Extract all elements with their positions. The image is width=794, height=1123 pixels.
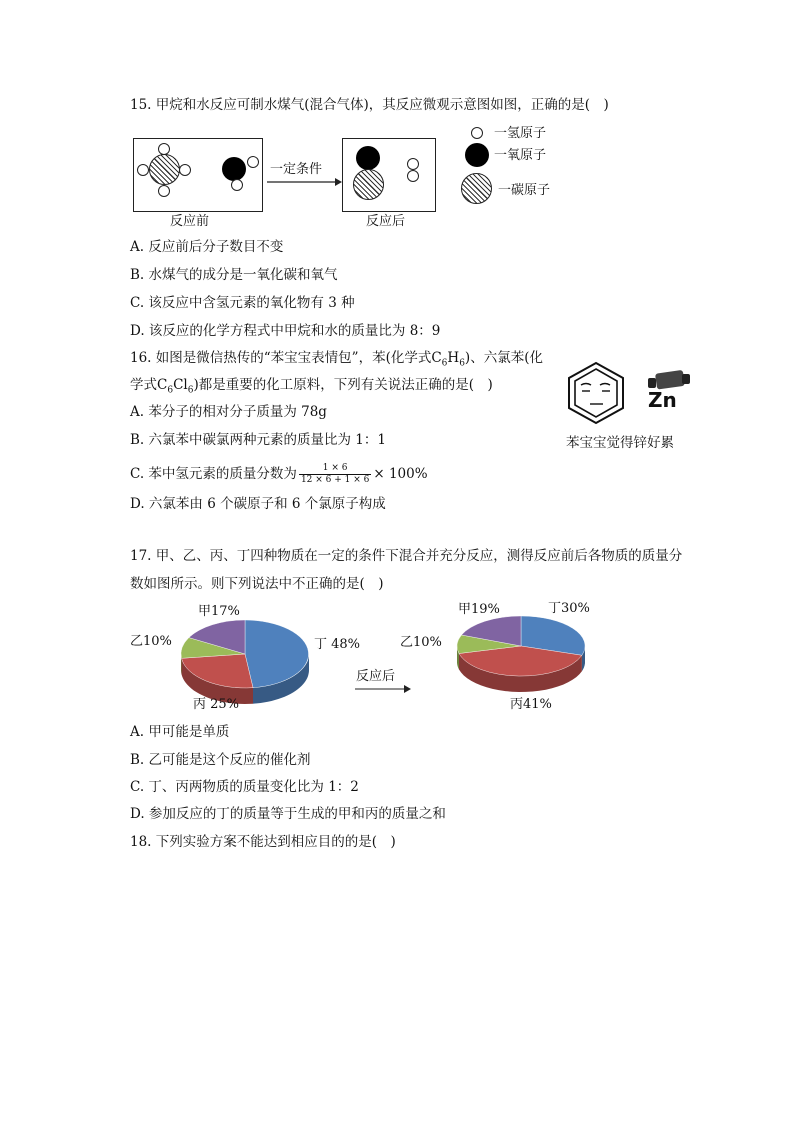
- hydrogen-fraction: $\frac{1 \times 6}{12 \times 6 + 1 \times 6}$: [300, 463, 370, 485]
- pie-before-label-ding: 丁 48%: [314, 637, 361, 652]
- q16-option-a: A. 苯分子的相对分子质量为 78g: [130, 404, 327, 420]
- q16-option-d: D. 六氯苯由 6 个碳原子和 6 个氯原子构成: [130, 496, 386, 512]
- pie-after: [457, 616, 585, 692]
- pie-after-label-yi: 乙10%: [400, 635, 442, 650]
- label-before: 反应前: [170, 214, 210, 229]
- pie-before-label-bing: 丙 25%: [193, 697, 240, 712]
- pie-after-label-ding: 丁30%: [548, 601, 590, 616]
- pie-after-label-jia: 甲19%: [458, 602, 500, 617]
- after-arrow-icon: [354, 684, 412, 694]
- q16-stem-line1: 16. 如图是微信热传的“苯宝宝表情包”，苯(化学式$C_6H_6$)、六氯苯(化: [130, 350, 543, 369]
- q17-stem-line1: 17. 甲、乙、丙、丁四种物质在一定的条件下混合并充分反应，测得反应前后各物质的质量分: [130, 548, 683, 564]
- pie-before-label-jia: 甲17%: [198, 604, 240, 619]
- q15-option-b: B. 水煤气的成分是一氧化碳和氧气: [130, 267, 338, 283]
- q15-option-d: D. 该反应的化学方程式中甲烷和水的质量比为 8：9: [130, 323, 441, 339]
- q15-option-a: A. 反应前后分子数目不变: [130, 239, 284, 255]
- q17-stem-line2: 数如图所示。则下列说法中不正确的是( ): [130, 576, 384, 592]
- q16-option-b: B. 六氯苯中碳氯两种元素的质量比为 1：1: [130, 432, 386, 448]
- q18-stem: 18. 下列实验方案不能达到相应目的的是( ): [130, 834, 396, 850]
- q15-option-c: C. 该反应中含氢元素的氧化物有 3 种: [130, 295, 355, 311]
- q17-option-c: C. 丁、丙两物质的质量变化比为 1：2: [130, 779, 359, 795]
- q17-option-a: A. 甲可能是单质: [130, 724, 230, 740]
- zn-symbol: Zn: [648, 388, 677, 410]
- arrow-after-label: 反应后: [356, 669, 396, 684]
- condition-label: 一定条件: [270, 162, 323, 177]
- q15-stem: 15. 甲烷和水反应可制水煤气(混合气体)，其反应微观示意图如图，正确的是( ): [130, 97, 609, 113]
- pie-before: [181, 620, 309, 704]
- pie-after-label-bing: 丙41%: [510, 697, 552, 712]
- legend-oxygen-label: 一氧原子: [494, 148, 547, 163]
- q16-stem-line2: 学式$C_6Cl_6$)都是重要的化工原料，下列有关说法正确的是( ): [130, 377, 493, 396]
- benzene-caption: 苯宝宝觉得锌好累: [566, 435, 674, 451]
- q17-option-b: B. 乙可能是这个反应的催化剂: [130, 752, 311, 768]
- legend-hydrogen-label: 一氢原子: [494, 126, 547, 141]
- pie-before-label-yi: 乙10%: [130, 634, 172, 649]
- q17-option-d: D. 参加反应的丁的质量等于生成的甲和丙的质量之和: [130, 806, 446, 822]
- q16-option-c: C. 苯中氢元素的质量分数为 $\frac{1 \times 6}{12 \times 6 + 1 \times 6}$ × 100%: [130, 463, 428, 485]
- legend-carbon-label: 一碳原子: [498, 183, 551, 198]
- label-after: 反应后: [366, 214, 406, 229]
